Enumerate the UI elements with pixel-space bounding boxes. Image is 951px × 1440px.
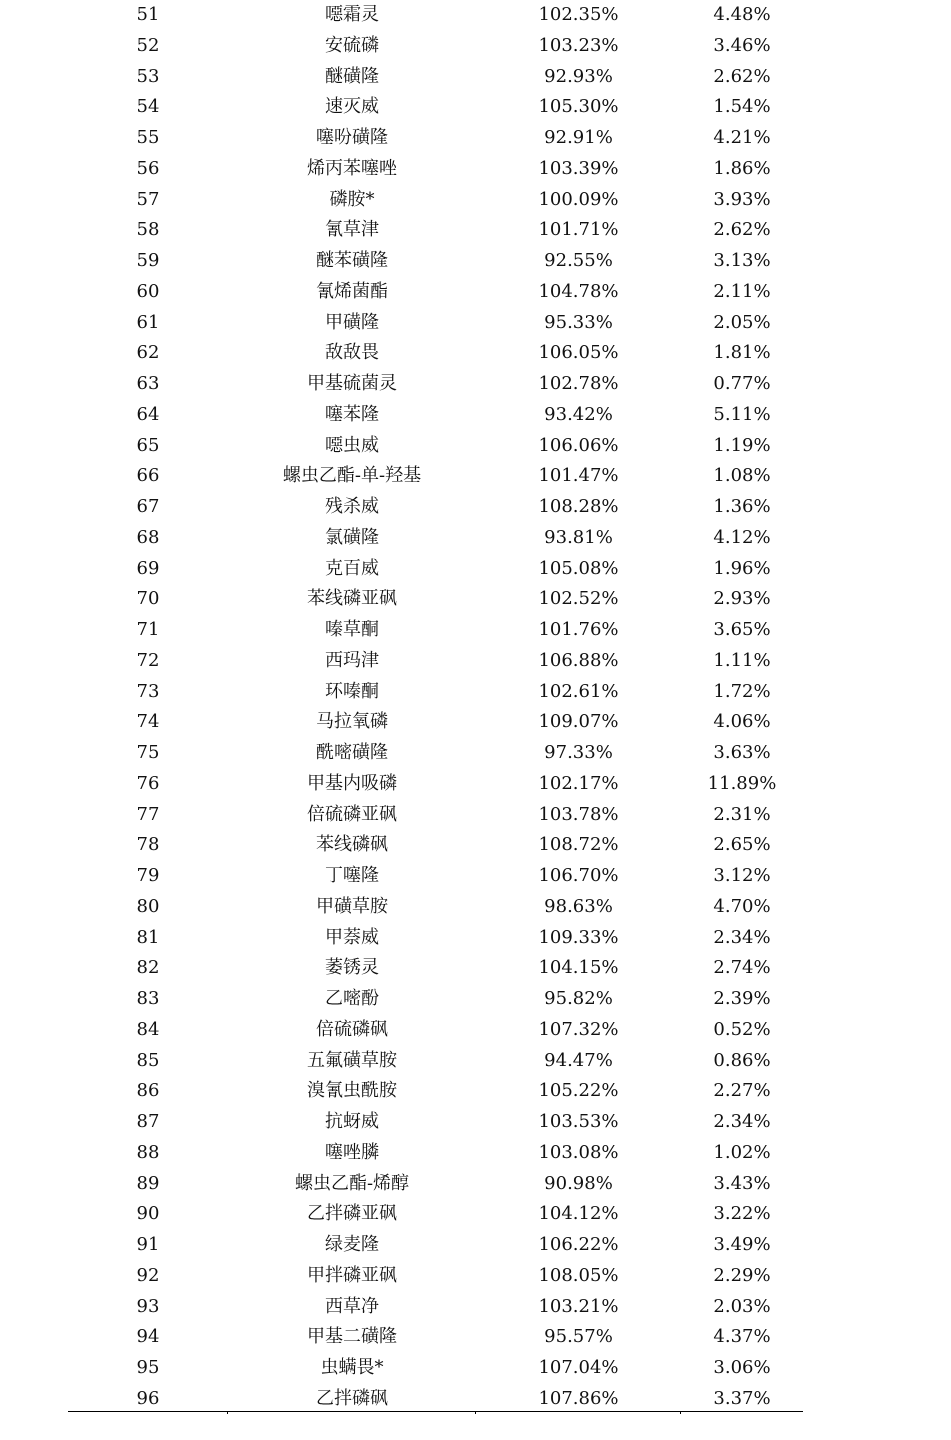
table-row xyxy=(68,1076,803,1107)
recovery-rate-cell: 98.63% xyxy=(544,895,613,917)
rsd-cell: 2.34% xyxy=(713,926,771,948)
recovery-rate-cell: 108.05% xyxy=(538,1264,619,1286)
table-row xyxy=(68,461,803,492)
recovery-rate-cell: 106.88% xyxy=(538,649,619,671)
rsd-cell: 2.34% xyxy=(713,1111,771,1132)
recovery-rate-cell: 107.32% xyxy=(538,1018,619,1040)
compound-name-cell: 甲拌磷亚砜 xyxy=(307,1264,397,1286)
row-number-cell: 93 xyxy=(136,1295,160,1317)
compound-name-cell: 西玛津 xyxy=(325,649,379,671)
rsd-cell: 11.89% xyxy=(707,772,777,794)
rsd-cell: 1.02% xyxy=(713,1141,771,1163)
rsd-cell: 2.93% xyxy=(713,588,771,610)
row-number-cell: 90 xyxy=(136,1203,160,1225)
rsd-cell: 5.11% xyxy=(713,403,771,425)
compound-name-cell: 甲基硫菌灵 xyxy=(307,373,397,394)
row-number-cell: 85 xyxy=(136,1049,160,1071)
table-row xyxy=(68,1322,803,1353)
table-row xyxy=(68,861,803,892)
rsd-cell: 4.37% xyxy=(713,1326,771,1348)
rsd-cell: 3.65% xyxy=(713,619,771,640)
compound-name-cell: 醚磺隆 xyxy=(325,65,379,87)
table-row xyxy=(68,31,803,62)
compound-name-cell: 苯线磷砜 xyxy=(316,834,388,856)
recovery-rate-cell: 95.33% xyxy=(544,311,613,333)
rsd-cell: 2.11% xyxy=(713,280,771,302)
table-row xyxy=(68,1015,803,1046)
column-divider-tick xyxy=(227,1411,228,1414)
rsd-cell: 2.62% xyxy=(713,219,771,241)
table-row xyxy=(68,646,803,677)
table-row xyxy=(68,677,803,708)
row-number-cell: 82 xyxy=(136,957,160,979)
table-row xyxy=(68,1261,803,1292)
table-row xyxy=(68,62,803,93)
recovery-rate-cell: 109.33% xyxy=(538,926,619,948)
recovery-rate-cell: 102.61% xyxy=(538,680,619,702)
row-number-cell: 80 xyxy=(136,895,160,917)
rsd-cell: 4.06% xyxy=(713,711,771,733)
compound-name-cell: 甲基二磺隆 xyxy=(307,1326,397,1348)
row-number-cell: 74 xyxy=(136,711,160,733)
compound-name-cell: 倍硫磷亚砜 xyxy=(307,803,397,825)
recovery-rate-cell: 93.81% xyxy=(544,526,613,548)
row-number-cell: 79 xyxy=(136,865,160,886)
table-row xyxy=(68,892,803,923)
recovery-rate-cell: 93.42% xyxy=(544,403,613,425)
row-number-cell: 60 xyxy=(136,280,160,302)
recovery-rate-cell: 109.07% xyxy=(538,711,619,733)
compound-name-cell: 烯丙苯噻唑 xyxy=(307,157,397,179)
row-number-cell: 95 xyxy=(136,1357,160,1378)
rsd-cell: 4.12% xyxy=(713,526,771,548)
compound-name-cell: 磷胺* xyxy=(329,188,375,210)
rsd-cell: 1.96% xyxy=(713,557,771,579)
compound-name-cell: 噻苯隆 xyxy=(325,403,379,425)
compound-name-cell: 萎锈灵 xyxy=(325,957,379,979)
row-number-cell: 65 xyxy=(136,434,160,456)
table-row xyxy=(68,338,803,369)
row-number-cell: 57 xyxy=(136,188,160,210)
table-row xyxy=(68,246,803,277)
table-row xyxy=(68,308,803,339)
row-number-cell: 68 xyxy=(136,526,160,548)
compound-name-cell: 敌敌畏 xyxy=(325,342,379,364)
table-row xyxy=(68,277,803,308)
recovery-rate-cell: 104.78% xyxy=(538,280,619,302)
compound-name-cell: 嗪草酮 xyxy=(325,619,379,640)
rsd-cell: 1.72% xyxy=(713,680,771,702)
compound-name-cell: 抗蚜威 xyxy=(325,1111,379,1132)
compound-name-cell: 甲磺草胺 xyxy=(316,895,388,917)
rsd-cell: 1.11% xyxy=(713,649,771,671)
rsd-cell: 3.06% xyxy=(713,1357,771,1378)
compound-name-cell: 醚苯磺隆 xyxy=(316,250,388,271)
row-number-cell: 94 xyxy=(136,1326,160,1348)
row-number-cell: 76 xyxy=(136,772,160,794)
table-row xyxy=(68,123,803,154)
table-row xyxy=(68,185,803,216)
recovery-rate-cell: 104.15% xyxy=(538,957,619,979)
rsd-cell: 1.86% xyxy=(713,157,771,179)
compound-name-cell: 乙嘧酚 xyxy=(325,988,379,1009)
compound-name-cell: 丁噻隆 xyxy=(325,865,379,886)
recovery-rate-cell: 92.91% xyxy=(544,127,613,148)
compound-name-cell: 环嗪酮 xyxy=(325,680,379,702)
row-number-cell: 69 xyxy=(136,557,160,579)
compound-name-cell: 氯磺隆 xyxy=(325,526,379,548)
row-number-cell: 53 xyxy=(136,65,160,87)
row-number-cell: 62 xyxy=(136,342,160,364)
table-row xyxy=(68,215,803,246)
row-number-cell: 54 xyxy=(136,96,160,118)
table-row xyxy=(68,400,803,431)
row-number-cell: 88 xyxy=(136,1141,160,1163)
recovery-rate-cell: 102.52% xyxy=(538,588,619,610)
compound-name-cell: 甲基内吸磷 xyxy=(307,772,397,794)
rsd-cell: 2.03% xyxy=(713,1295,771,1317)
rsd-cell: 3.43% xyxy=(713,1172,771,1194)
compound-name-cell: 噁虫威 xyxy=(325,434,379,456)
compound-name-cell: 乙拌磷亚砜 xyxy=(307,1203,397,1225)
recovery-rate-cell: 103.21% xyxy=(538,1295,619,1317)
rsd-cell: 2.31% xyxy=(713,803,771,825)
compound-name-cell: 噻吩磺隆 xyxy=(316,127,388,148)
rsd-cell: 0.77% xyxy=(713,373,771,394)
recovery-rate-cell: 95.82% xyxy=(544,988,613,1009)
rsd-cell: 0.52% xyxy=(713,1018,771,1040)
rsd-cell: 0.86% xyxy=(713,1049,771,1071)
rsd-cell: 2.62% xyxy=(713,65,771,87)
compound-name-cell: 噁霜灵 xyxy=(325,4,379,25)
compound-name-cell: 氰草津 xyxy=(325,219,379,241)
table-row xyxy=(68,0,803,31)
row-number-cell: 91 xyxy=(136,1234,160,1255)
table-row xyxy=(68,584,803,615)
recovery-rate-cell: 90.98% xyxy=(544,1172,613,1194)
recovery-rate-cell: 106.22% xyxy=(538,1234,619,1255)
rsd-cell: 4.48% xyxy=(713,4,771,25)
recovery-rate-cell: 103.53% xyxy=(538,1111,619,1132)
recovery-rate-cell: 105.22% xyxy=(538,1080,619,1102)
table-bottom-rule xyxy=(68,1411,803,1412)
row-number-cell: 70 xyxy=(136,588,160,610)
recovery-rate-cell: 106.70% xyxy=(538,865,619,886)
recovery-rate-cell: 103.08% xyxy=(538,1141,619,1163)
column-divider-tick xyxy=(475,1411,476,1414)
row-number-cell: 83 xyxy=(136,988,160,1009)
compound-name-cell: 速灭威 xyxy=(325,96,379,118)
rsd-cell: 3.49% xyxy=(713,1234,771,1255)
table-row xyxy=(68,800,803,831)
row-number-cell: 87 xyxy=(136,1111,160,1132)
row-number-cell: 55 xyxy=(136,127,160,148)
compound-name-cell: 马拉氧磷 xyxy=(316,711,388,733)
table-row xyxy=(68,830,803,861)
recovery-rate-cell: 107.86% xyxy=(538,1387,619,1409)
rsd-cell: 3.37% xyxy=(713,1387,771,1409)
row-number-cell: 58 xyxy=(136,219,160,241)
recovery-rate-cell: 106.05% xyxy=(538,342,619,364)
compound-name-cell: 安硫磷 xyxy=(325,34,379,56)
compound-name-cell: 酰嘧磺隆 xyxy=(316,742,388,763)
table-row xyxy=(68,769,803,800)
table-row xyxy=(68,707,803,738)
compound-name-cell: 氰烯菌酯 xyxy=(316,280,388,302)
recovery-rate-cell: 100.09% xyxy=(538,188,619,210)
table-row xyxy=(68,523,803,554)
rsd-cell: 3.46% xyxy=(713,34,771,56)
table-row xyxy=(68,1169,803,1200)
row-number-cell: 89 xyxy=(136,1172,160,1194)
table-row xyxy=(68,1046,803,1077)
compound-name-cell: 西草净 xyxy=(325,1295,379,1317)
recovery-rate-cell: 95.57% xyxy=(544,1326,613,1348)
table-row xyxy=(68,1138,803,1169)
recovery-rate-cell: 108.72% xyxy=(538,834,619,856)
compound-name-cell: 残杀威 xyxy=(325,496,379,517)
row-number-cell: 75 xyxy=(136,742,160,763)
table-row xyxy=(68,984,803,1015)
table-row xyxy=(68,554,803,585)
row-number-cell: 52 xyxy=(136,34,160,56)
row-number-cell: 86 xyxy=(136,1080,160,1102)
recovery-rate-cell: 104.12% xyxy=(538,1203,619,1225)
row-number-cell: 73 xyxy=(136,680,160,702)
table-row xyxy=(68,431,803,462)
row-number-cell: 67 xyxy=(136,496,160,517)
row-number-cell: 92 xyxy=(136,1264,160,1286)
rsd-cell: 1.08% xyxy=(713,465,771,487)
rsd-cell: 2.65% xyxy=(713,834,771,856)
compound-name-cell: 乙拌磷砜 xyxy=(316,1387,388,1409)
recovery-rate-cell: 103.78% xyxy=(538,803,619,825)
recovery-rate-cell: 92.93% xyxy=(544,65,613,87)
recovery-rate-cell: 107.04% xyxy=(538,1357,619,1378)
table-row xyxy=(68,369,803,400)
rsd-cell: 3.93% xyxy=(713,188,771,210)
rsd-cell: 1.81% xyxy=(713,342,771,364)
rsd-cell: 4.21% xyxy=(713,127,771,148)
rsd-cell: 2.29% xyxy=(713,1264,771,1286)
compound-name-cell: 克百威 xyxy=(325,557,379,579)
table-row xyxy=(68,154,803,185)
rsd-cell: 2.27% xyxy=(713,1080,771,1102)
row-number-cell: 81 xyxy=(136,926,160,948)
recovery-rate-cell: 102.17% xyxy=(538,772,619,794)
table-row xyxy=(68,615,803,646)
table-row xyxy=(68,738,803,769)
results-table-wrapper xyxy=(68,0,803,1415)
table-row xyxy=(68,1384,803,1415)
row-number-cell: 61 xyxy=(136,311,160,333)
rsd-cell: 2.74% xyxy=(713,957,771,979)
compound-name-cell: 甲萘威 xyxy=(325,926,379,948)
compound-name-cell: 螺虫乙酯-单-羟基 xyxy=(282,465,422,487)
recovery-rate-cell: 102.35% xyxy=(538,4,619,25)
table-row xyxy=(68,92,803,123)
table-row xyxy=(68,1353,803,1384)
rsd-cell: 3.12% xyxy=(713,865,771,886)
recovery-rate-cell: 106.06% xyxy=(538,434,619,456)
recovery-rate-cell: 101.47% xyxy=(538,465,619,487)
row-number-cell: 71 xyxy=(136,619,160,640)
rsd-cell: 2.39% xyxy=(713,988,771,1009)
compound-name-cell: 五氟磺草胺 xyxy=(307,1049,397,1071)
rsd-cell: 1.54% xyxy=(713,96,771,118)
recovery-rate-cell: 102.78% xyxy=(538,373,619,394)
compound-name-cell: 苯线磷亚砜 xyxy=(307,588,397,610)
row-number-cell: 72 xyxy=(136,649,160,671)
rsd-cell: 4.70% xyxy=(713,895,771,917)
table-row xyxy=(68,923,803,954)
recovery-rate-cell: 105.30% xyxy=(538,96,619,118)
row-number-cell: 84 xyxy=(136,1018,160,1040)
recovery-rate-cell: 92.55% xyxy=(544,250,613,271)
row-number-cell: 51 xyxy=(136,4,160,25)
table-row xyxy=(68,1230,803,1261)
recovery-rate-cell: 94.47% xyxy=(544,1049,613,1071)
row-number-cell: 56 xyxy=(136,157,160,179)
compound-name-cell: 虫螨畏* xyxy=(320,1357,384,1378)
row-number-cell: 59 xyxy=(136,250,160,271)
row-number-cell: 78 xyxy=(136,834,160,856)
recovery-rate-cell: 97.33% xyxy=(544,742,613,763)
rsd-cell: 1.19% xyxy=(713,434,771,456)
compound-name-cell: 倍硫磷砜 xyxy=(316,1018,388,1040)
row-number-cell: 66 xyxy=(136,465,160,487)
table-row xyxy=(68,953,803,984)
recovery-rate-cell: 108.28% xyxy=(538,496,619,517)
recovery-rate-cell: 105.08% xyxy=(538,557,619,579)
recovery-rate-cell: 103.39% xyxy=(538,157,619,179)
row-number-cell: 96 xyxy=(136,1387,160,1409)
compound-name-cell: 溴氰虫酰胺 xyxy=(307,1080,397,1102)
rsd-cell: 2.05% xyxy=(713,311,771,333)
compound-name-cell: 甲磺隆 xyxy=(325,311,379,333)
results-table-body xyxy=(68,0,803,1415)
row-number-cell: 63 xyxy=(136,373,160,394)
compound-name-cell: 噻唑膦 xyxy=(325,1141,379,1163)
rsd-cell: 1.36% xyxy=(713,496,771,517)
row-number-cell: 64 xyxy=(136,403,160,425)
table-row xyxy=(68,1107,803,1138)
rsd-cell: 3.13% xyxy=(713,250,771,271)
rsd-cell: 3.63% xyxy=(713,742,771,763)
table-row xyxy=(68,1199,803,1230)
table-row xyxy=(68,492,803,523)
recovery-rate-cell: 103.23% xyxy=(538,34,619,56)
table-row xyxy=(68,1292,803,1323)
column-divider-tick xyxy=(680,1411,681,1414)
compound-name-cell: 螺虫乙酯-烯醇 xyxy=(294,1172,410,1194)
results-table xyxy=(68,0,803,1415)
recovery-rate-cell: 101.71% xyxy=(538,219,619,241)
rsd-cell: 3.22% xyxy=(713,1203,771,1225)
row-number-cell: 77 xyxy=(136,803,160,825)
compound-name-cell: 绿麦隆 xyxy=(325,1234,379,1255)
recovery-rate-cell: 101.76% xyxy=(538,619,619,640)
